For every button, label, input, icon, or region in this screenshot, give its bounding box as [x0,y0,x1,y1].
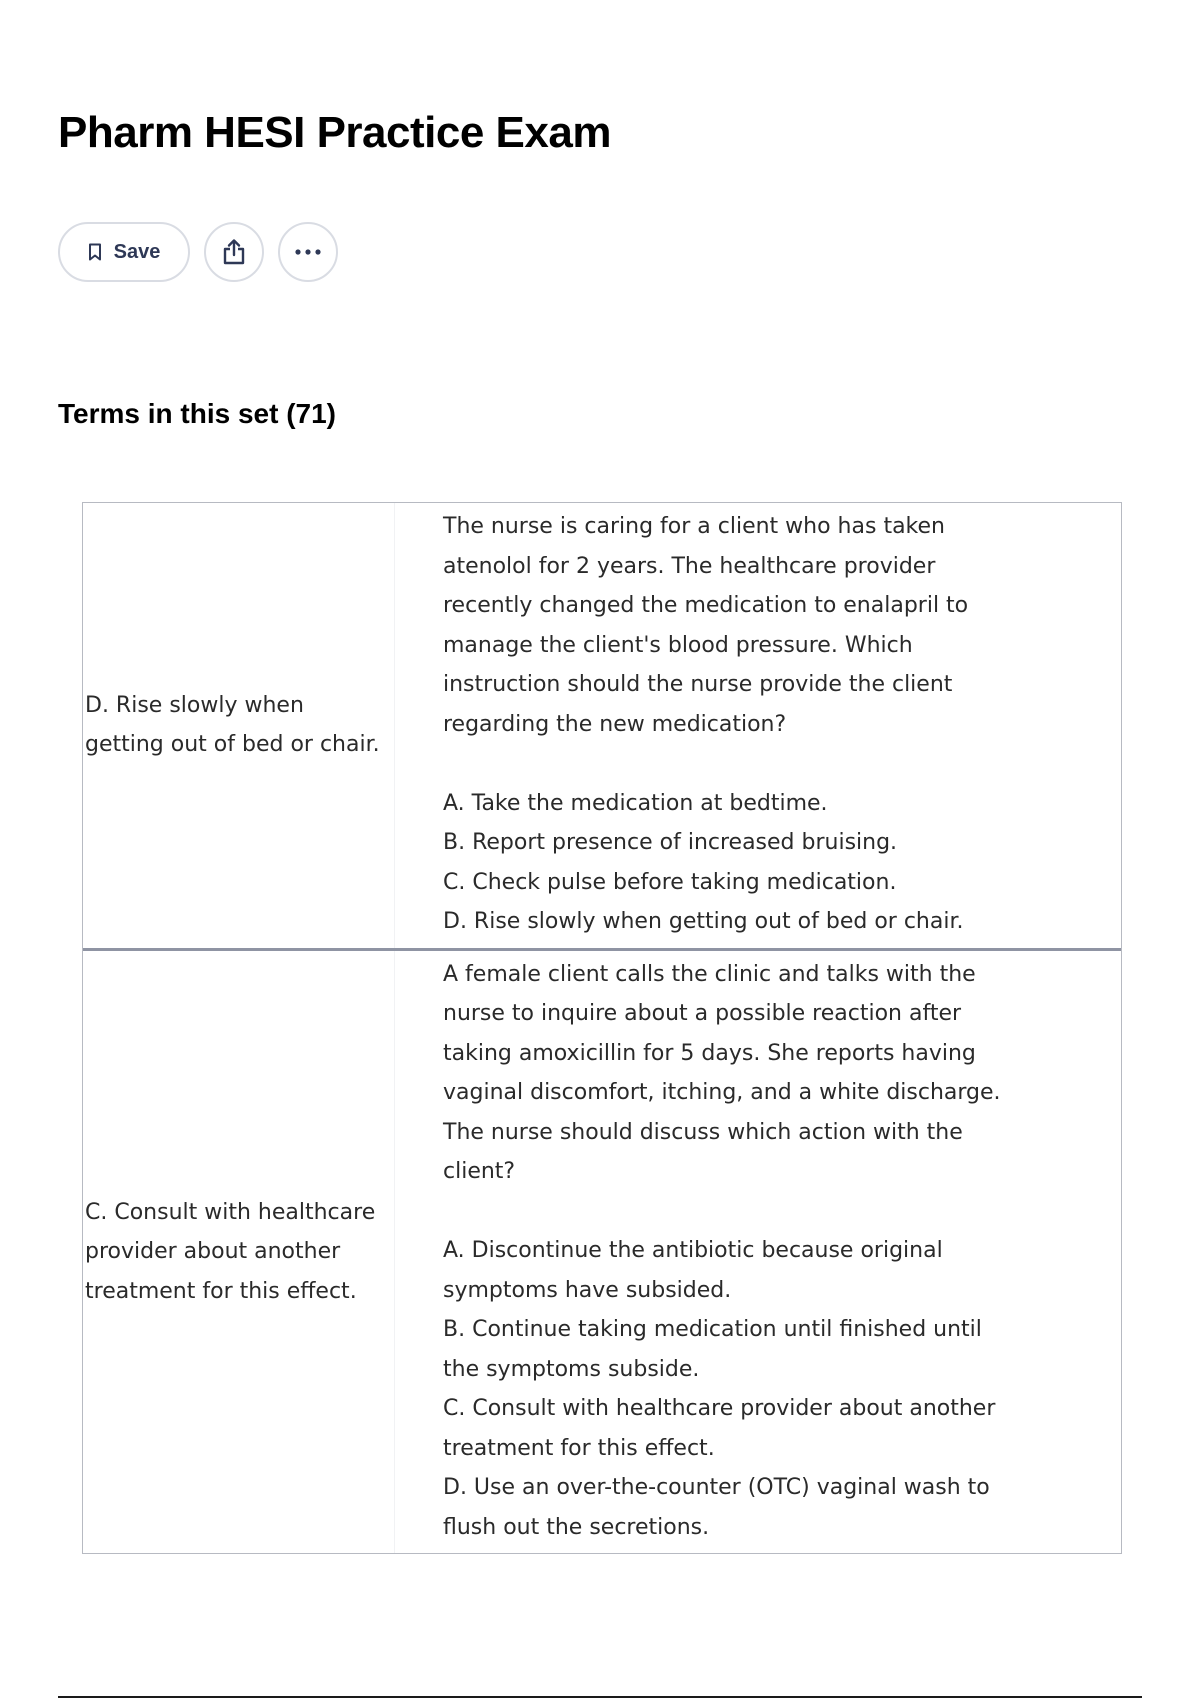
bookmark-icon [88,243,102,261]
terms-table [82,502,1122,1554]
answer-option: C. Check pulse before taking medication. [443,869,897,895]
terms-count-heading: Terms in this set (71) [58,398,337,429]
answer-option: A. Take the medication at bedtime. [443,790,828,816]
share-icon [221,238,247,266]
term-answer-text: D. Rise slowly when getting out of bed or chair. [85,692,380,758]
term-row [83,503,1121,948]
term-row [83,948,1121,1554]
term-definition [395,951,1121,1554]
answer-option: B. Report presence of increased bruising. [443,830,898,855]
term-answer [83,503,395,948]
answer-option: B. Continue taking medication until finished until the symptoms subside. [443,1317,982,1382]
set-actions [58,222,338,282]
save-button-label: Save [113,240,161,263]
more-options-icon [294,248,322,256]
save-button[interactable] [58,222,190,282]
answer-option: C. Consult with healthcare provider about another treatment for this effect. [443,1396,996,1461]
term-answer [83,951,395,1554]
question-text: A female client calls the clinic and talks with the nurse to inquire about a possible reaction after taking amoxicillin for 5 days. She reports having vaginal discomfort, itching, and a white discharge. The nurse should discuss which action with the client? [443,961,1001,1184]
share-button[interactable] [204,222,264,282]
answer-option: D. Use an over-the-counter (OTC) vaginal wash to flush out the secretions. [443,1475,990,1540]
answer-option: D. Rise slowly when getting out of bed or chair. [443,909,964,934]
answer-option: A. Discontinue the antibiotic because original symptoms have subsided. [443,1238,943,1303]
page-title: Pharm HESI Practice Exam [58,108,611,157]
footer-divider [58,1696,1142,1698]
term-definition [395,503,1121,948]
question-text: The nurse is caring for a client who has taken atenolol for 2 years. The healthcare provider recently changed the medication to enalapril to manage the client's blood pressure. Which instruction should the nurse provide the client regarding the new medication? [443,514,969,737]
term-answer-text: C. Consult with healthcare provider about another treatment for this effect. [85,1199,376,1304]
more-options-button[interactable] [278,222,338,282]
